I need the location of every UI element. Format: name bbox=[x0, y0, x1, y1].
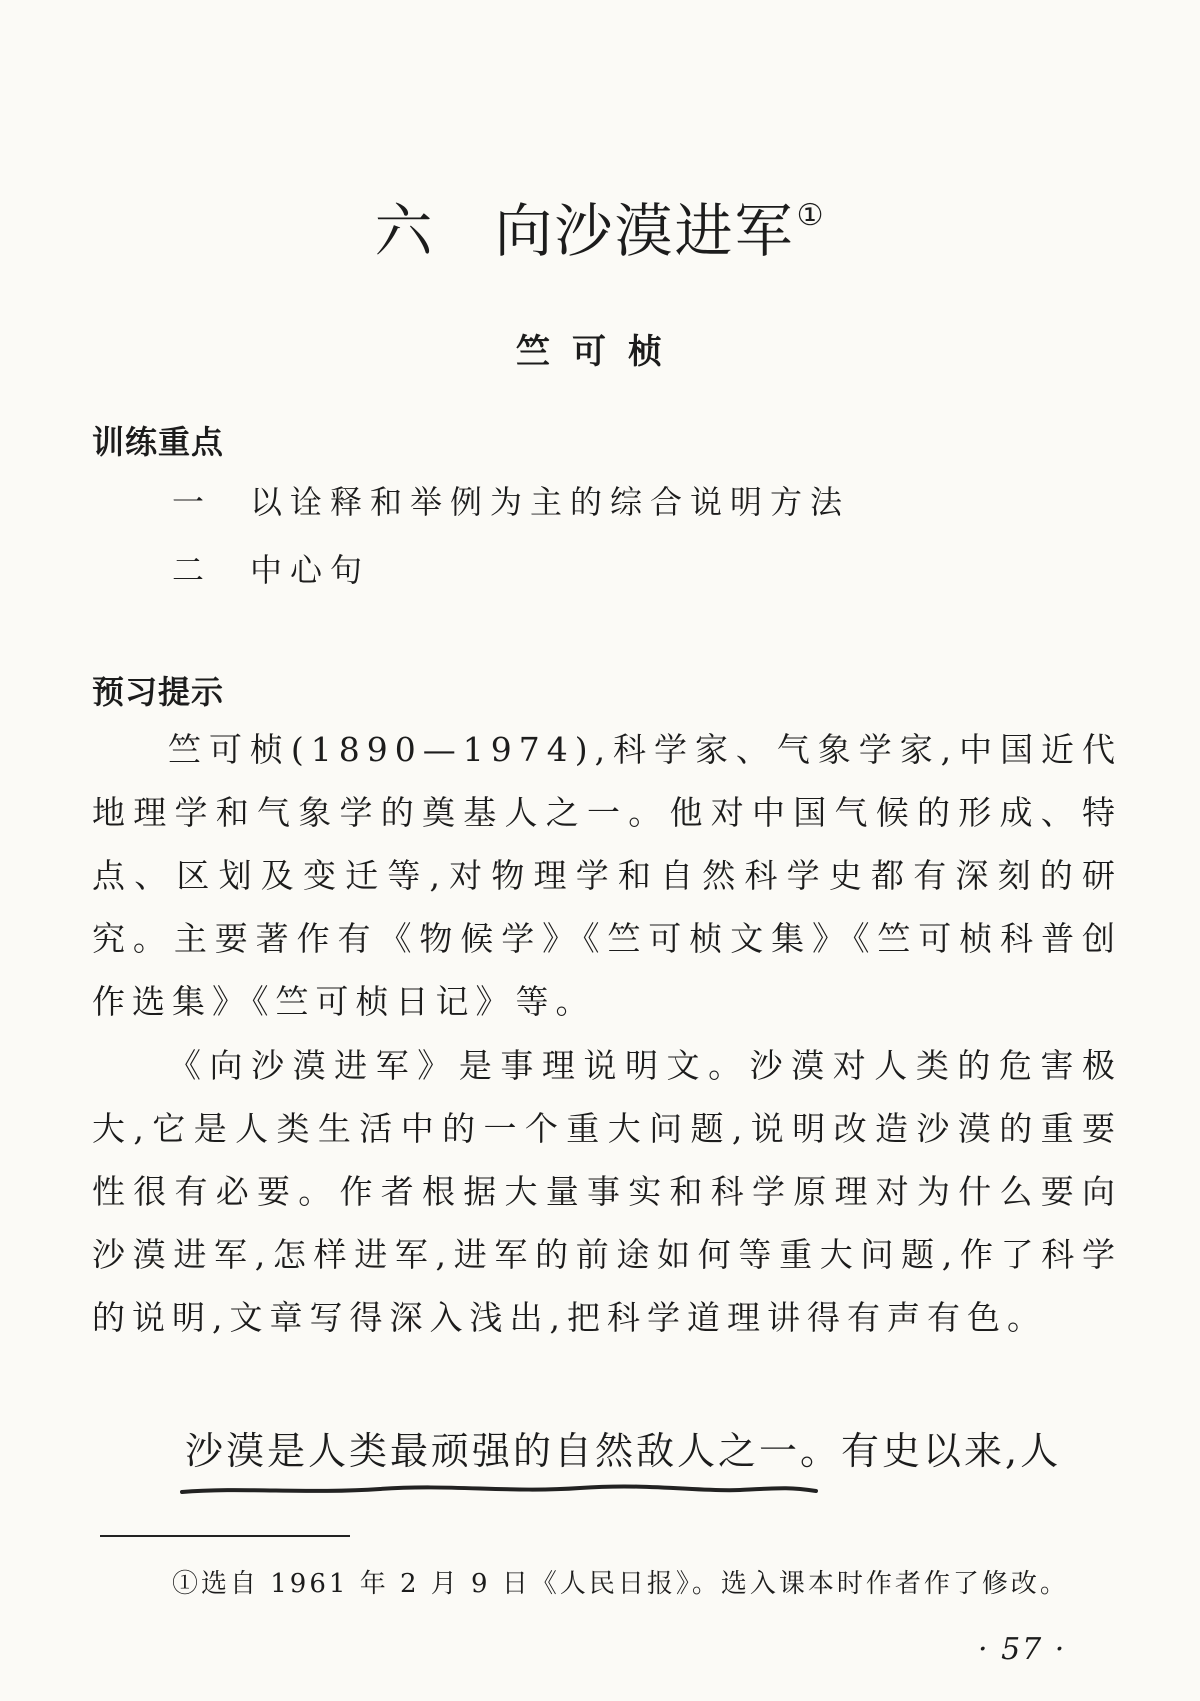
footnote-divider bbox=[100, 1535, 350, 1537]
training-point-text: 中心句 bbox=[250, 551, 371, 589]
author-name: 竺可桢 bbox=[516, 332, 684, 372]
chapter-title bbox=[0, 178, 1200, 269]
footnote: ①选自 1961 年 2 月 9 日《人民日报》。选入课本时作者作了修改。 bbox=[172, 1569, 1069, 1599]
footnote-marker: ① bbox=[796, 198, 826, 233]
training-heading: 训练重点 bbox=[92, 423, 225, 461]
training-point bbox=[172, 480, 850, 524]
body-text-start bbox=[185, 1425, 1061, 1477]
training-point-number: 一 bbox=[172, 483, 213, 521]
page-number: · 57 · bbox=[978, 1632, 1067, 1667]
body-text-rest: 。有史以来,人 bbox=[800, 1429, 1062, 1473]
preview-paragraph: 《向沙漠进军》是事理说明文。沙漠对人类的危害极大,它是人类生活中的一个重大问题,说明改造沙漠的重要性很有必要。作者根据大量事实和科学原理对为什么要向沙漠进军,怎样进军,进军的前途如何等重大问题,作了科学的说明,文章写得深入浅出,把科学道理讲得有声有色。 bbox=[92, 1046, 1122, 1337]
chapter-title-text: 向沙漠进军 bbox=[494, 197, 795, 265]
preview-paragraph: 竺可桢(1890—1974),科学家、气象学家,中国近代地理学和气象学的奠基人之一。他对中国气候的形成、特点、区划及变迁等,对物理学和自然科学史都有深刻的研究。主要著作有《物候学》《竺可桢文集》《竺可桢科普创作选集》《竺可桢日记》等。 bbox=[92, 730, 1122, 1021]
underlined-sentence: 沙漠是人类最顽强的自然敌人之一 bbox=[185, 1429, 801, 1473]
hand-drawn-underline bbox=[180, 1478, 820, 1502]
training-point-text: 以诠释和举例为主的综合说明方法 bbox=[250, 483, 851, 521]
preview-heading: 预习提示 bbox=[92, 673, 225, 711]
chapter-number: 六 bbox=[374, 197, 435, 265]
training-point-number: 二 bbox=[172, 551, 213, 589]
training-point bbox=[172, 548, 370, 592]
